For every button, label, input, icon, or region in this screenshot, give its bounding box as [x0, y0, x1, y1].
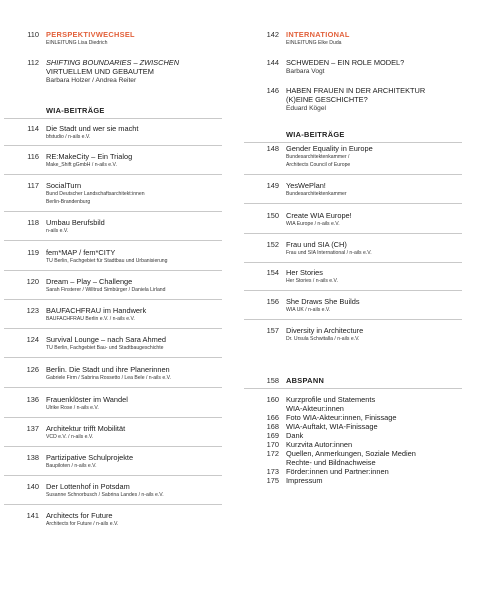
entry-credit-line-2: Berlin-Brandenburg — [46, 199, 91, 205]
entry-title: Kurzvita Autor:innen — [286, 440, 353, 449]
page-number: 148 — [266, 144, 279, 153]
entry-divider — [4, 174, 222, 175]
entry-title: Architects for Future — [46, 511, 113, 520]
entry-credit: WIA Europe / n-ails e.V. — [286, 221, 340, 227]
page-number: 157 — [266, 326, 279, 335]
entry-title: BAUFACHFRAU im Handwerk — [46, 306, 147, 315]
entry-divider — [244, 262, 462, 263]
entry-credit: VCD e.V. / n-ails e.V. — [46, 434, 94, 440]
page-number: 146 — [266, 86, 279, 95]
entry-title: SocialTurn — [46, 181, 82, 190]
abspann-item[interactable] — [286, 458, 476, 467]
page-number: 112 — [27, 58, 39, 67]
entry-credit: Barbara Vogt — [286, 68, 325, 75]
section-divider — [244, 142, 462, 143]
entry-credit: BAUFACHFRAU Berlin e.V. / n-ails e.V. — [46, 316, 135, 322]
page-number: 170 — [266, 440, 279, 449]
page-number: 138 — [26, 453, 39, 462]
entry-title: WIA-Auftakt, WIA-Finissage — [286, 422, 378, 431]
entry-credit: Dr. Ursula Schwitalla / n-ails e.V. — [286, 336, 360, 342]
page-number: 168 — [266, 422, 279, 431]
entry-title: Partizipative Schulprojekte — [46, 453, 134, 462]
section-divider — [4, 118, 222, 119]
page-number: 169 — [266, 431, 279, 440]
entry-title: Frauenklöster im Wandel — [46, 395, 128, 404]
entry-divider — [4, 387, 222, 388]
entry-credit: Ulrike Rose / n-ails e.V. — [46, 405, 99, 411]
entry-title-line-2: (K)EINE GESCHICHTE? — [286, 95, 368, 104]
page-number: 166 — [266, 413, 279, 422]
entry-title: RE:MakeCity – Ein Trialog — [46, 152, 133, 161]
entry-title: Kurzprofile und Statements — [286, 395, 376, 404]
entry-title: Die Stadt und wer sie macht — [46, 124, 139, 133]
page-number: 123 — [26, 306, 39, 315]
entry-credit: n-ails e.V. — [46, 228, 69, 234]
entry-title: Der Lottenhof in Potsdam — [46, 482, 130, 491]
entry-title: Umbau Berufsbild — [46, 218, 105, 227]
page-number: 124 — [26, 335, 39, 344]
entry-credit: Susanne Schnorbusch / Sabrina Landes / n-ails e.V. — [46, 492, 164, 498]
entry-credit: Her Stories / n-ails e.V. — [286, 278, 338, 284]
entry-title: Diversity in Architecture — [286, 326, 364, 335]
entry-title: Rechte- und Bildnachweise — [286, 458, 376, 467]
entry-divider — [4, 299, 222, 300]
entry-title: Impressum — [286, 476, 323, 485]
entry-credit: Architects for Future / n-ails e.V. — [46, 521, 119, 527]
entry-credit: bfstudio / n-ails e.V. — [46, 134, 91, 140]
entry-credit: Sarah Finsterer / Willtrud Simbürger / Daniela Lirland — [46, 287, 166, 293]
entry-credit: Barbara Holzer / Andrea Reiter — [46, 77, 137, 84]
page-number: 114 — [27, 124, 39, 133]
page-number: 141 — [26, 511, 39, 520]
page-number: 144 — [266, 58, 279, 67]
entry-divider — [4, 504, 222, 505]
page-number: 150 — [266, 211, 279, 220]
page-number: 142 — [266, 30, 279, 39]
entry-credit: Make_Shift gGmbH / n-ails e.V. — [46, 162, 117, 168]
entry-divider — [4, 475, 222, 476]
entry-title: YesWePlan! — [286, 181, 326, 190]
entry-title: Foto WIA-Akteur:innen, Finissage — [286, 413, 397, 422]
entry-title: Dank — [286, 431, 304, 440]
entry-credit: WIA UK / n-ails e.V. — [286, 307, 331, 313]
entry-divider — [244, 233, 462, 234]
entry-title: HABEN FRAUEN IN DER ARCHITEKTUR — [286, 86, 426, 95]
page-number: 154 — [266, 268, 279, 277]
abspann-item[interactable] — [266, 467, 476, 476]
page-number: 158 — [266, 376, 279, 385]
entry-title: She Draws She Builds — [286, 297, 360, 306]
entry-divider — [4, 145, 222, 146]
abspann-item[interactable] — [266, 476, 476, 485]
introduction-credit: EINLEITUNG Elke Duda — [286, 40, 342, 46]
page-number: 120 — [26, 277, 39, 286]
entry-title: SHIFTING BOUNDARIES – ZWISCHEN — [46, 58, 180, 67]
abspann-item[interactable] — [266, 422, 476, 431]
entry-title: Create WIA Europe! — [286, 211, 352, 220]
abspann-item[interactable] — [266, 413, 476, 422]
entry-divider — [244, 174, 462, 175]
entry-divider — [4, 270, 222, 271]
section-divider — [244, 388, 462, 389]
abspann-list — [240, 395, 480, 495]
entry-title: Dream – Play – Challenge — [46, 277, 133, 286]
entry-divider — [4, 211, 222, 212]
entry-credit: Bund Deutscher Landschaftsarchitekt:innen — [46, 191, 145, 197]
entry-divider — [4, 417, 222, 418]
entry-credit: Bundesarchitektenkammer — [286, 191, 347, 197]
page-number: 156 — [266, 297, 279, 306]
page-number: 173 — [266, 467, 279, 476]
entry-title: Architektur trifft Mobilität — [46, 424, 126, 433]
abspann-item[interactable] — [266, 440, 476, 449]
introduction-credit: EINLEITUNG Lisa Diedrich — [46, 40, 108, 46]
section-title: PERSPEKTIVWECHSEL — [46, 30, 135, 39]
abspann-item[interactable] — [266, 431, 476, 440]
entry-title: Her Stories — [286, 268, 323, 277]
entry-divider — [244, 319, 462, 320]
entry-title: Survival Lounge – nach Sara Ahmed — [46, 335, 166, 344]
section-heading: WIA-BEITRÄGE — [46, 106, 105, 115]
entry-title: Quellen, Anmerkungen, Soziale Medien — [286, 449, 416, 458]
abspann-item[interactable] — [266, 395, 476, 404]
entry-credit: Gabriele Firm / Sabrina Rossetto / Lea Bele / n-ails e.V. — [46, 375, 171, 381]
entry-credit: TU Berlin, Fachgebiet für Stadtbau und Urbanisierung — [46, 258, 168, 264]
entry-title: Gender Equality in Europe — [286, 144, 373, 153]
page-number: 149 — [266, 181, 279, 190]
page-number: 140 — [26, 482, 39, 491]
page-number: 116 — [27, 152, 39, 161]
entry-divider — [4, 446, 222, 447]
page-number: 126 — [26, 365, 39, 374]
abspann-item[interactable] — [266, 449, 476, 458]
page-number: 136 — [26, 395, 39, 404]
entry-credit: Frau und SIA International / n-ails e.V. — [286, 250, 372, 256]
entry-title: Frau und SIA (CH) — [286, 240, 347, 249]
page-number: 175 — [266, 476, 279, 485]
page-number: 117 — [27, 181, 39, 190]
entry-divider — [244, 203, 462, 204]
entry-credit-line-2: Architects Council of Europe — [286, 162, 351, 168]
entry-divider — [4, 357, 222, 358]
page-number: 118 — [27, 218, 39, 227]
entry-divider — [4, 240, 222, 241]
page-number: 160 — [266, 395, 279, 404]
section-heading: ABSPANN — [286, 376, 325, 385]
entry-title: Förder:innen und Partner:innen — [286, 467, 389, 476]
entry-title-line-2: VIRTUELLEM UND GEBAUTEM — [46, 67, 154, 76]
page-number: 137 — [26, 424, 39, 433]
entry-credit: TU Berlin, Fachgebiet Bau- und Stadtbaugeschichte — [46, 345, 164, 351]
entry-title: Berlin. Die Stadt und ihre Planerinnen — [46, 365, 170, 374]
abspann-item[interactable] — [286, 404, 476, 413]
entry-credit: Baupiloten / n-ails e.V. — [46, 463, 97, 469]
section-heading: WIA-BEITRÄGE — [286, 130, 345, 139]
entry-title: WIA-Akteur:innen — [286, 404, 344, 413]
entry-divider — [4, 328, 222, 329]
entry-divider — [244, 290, 462, 291]
page-number: 119 — [27, 248, 39, 257]
section-title: INTERNATIONAL — [286, 30, 350, 39]
entry-credit: Eduard Kögel — [286, 105, 326, 112]
page-number: 110 — [27, 30, 39, 39]
entry-title: SCHWEDEN – EIN ROLE MODEL? — [286, 58, 405, 67]
page-number: 172 — [266, 449, 279, 458]
entry-title: fem*MAP / fem*CITY — [46, 248, 116, 257]
page-number: 152 — [266, 240, 279, 249]
entry-credit: Bundesarchitektenkammer / — [286, 154, 350, 160]
